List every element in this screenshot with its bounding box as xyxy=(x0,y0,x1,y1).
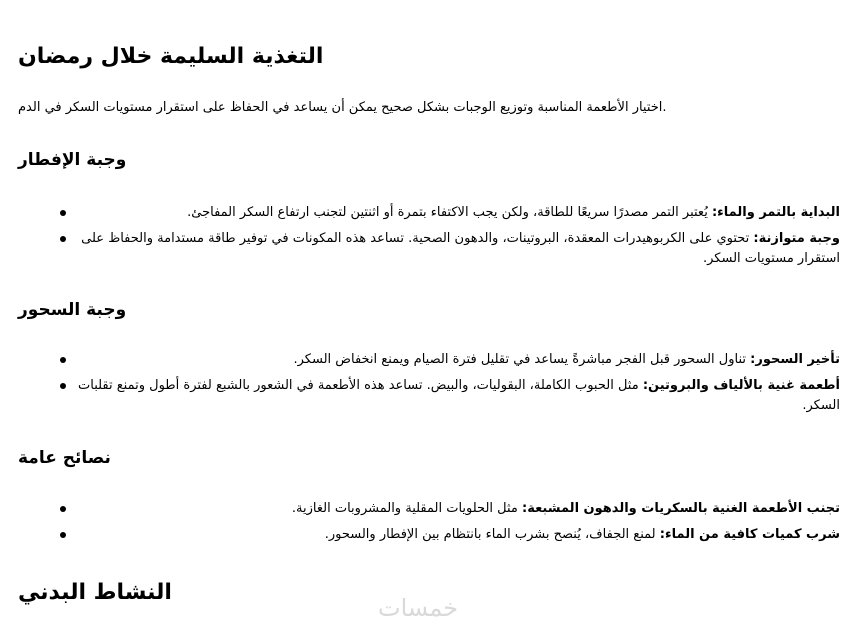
list-item xyxy=(72,229,840,269)
list-item-label: البداية بالتمر والماء: xyxy=(711,205,840,220)
list-item xyxy=(72,499,840,519)
bullet-icon xyxy=(60,532,66,538)
list-item xyxy=(72,350,840,370)
bullet-icon xyxy=(60,506,66,512)
list-item xyxy=(72,376,840,416)
bullet-icon xyxy=(60,383,66,389)
heading-tips: نصائح عامة xyxy=(18,448,111,468)
list-item xyxy=(72,525,840,545)
bullet-icon xyxy=(60,357,66,363)
list-item-text: مثل الحبوب الكاملة، البقوليات، والبيض. تساعد هذه الأطعمة في الشعور بالشبع لفترة أطول وتمنع تقلبات السكر. xyxy=(78,378,840,413)
nutrition-intro: .اختيار الأطعمة المناسبة وتوزيع الوجبات بشكل صحيح يمكن أن يساعد في الحفاظ على استقرار مستويات السكر في الدم xyxy=(18,100,667,115)
list-item-label: أطعمة غنية بالألياف والبروتين: xyxy=(642,378,840,393)
list-item-text: لمنع الجفاف، يُنصح بشرب الماء بانتظام بين الإفطار والسحور. xyxy=(324,527,660,542)
section-title-activity: النشاط البدني xyxy=(18,580,172,605)
list-item xyxy=(72,203,840,223)
list-iftar xyxy=(72,203,840,275)
watermark-logo: خمسات xyxy=(378,594,459,622)
list-item-text: تناول السحور قبل الفجر مباشرةً يساعد في تقليل فترة الصيام ويمنع انخفاض السكر. xyxy=(293,352,751,367)
heading-iftar: وجبة الإفطار xyxy=(18,150,127,170)
list-item-text: يُعتبر التمر مصدرًا سريعًا للطاقة، ولكن يجب الاكتفاء بتمرة أو اثنتين لتجنب ارتفاع السكر المفاجئ. xyxy=(187,205,712,220)
list-item-text: تحتوي على الكربوهيدرات المعقدة، البروتينات، والدهون الصحية. تساعد هذه المكونات في توفير طاقة مستدامة والحفاظ على استقرار مستويات السكر. xyxy=(81,231,840,266)
list-item-text: مثل الحلويات المقلية والمشروبات الغازية. xyxy=(291,501,523,516)
bullet-icon xyxy=(60,210,66,216)
list-item-label: تأخير السحور: xyxy=(750,352,840,367)
heading-suhoor: وجبة السحور xyxy=(18,300,127,320)
list-item-label: تجنب الأطعمة الغنية بالسكريات والدهون المشبعة: xyxy=(522,501,840,516)
list-tips xyxy=(72,499,840,551)
list-item-label: وجبة متوازنة: xyxy=(753,231,840,246)
list-item-label: شرب كميات كافية من الماء: xyxy=(659,527,840,542)
list-suhoor xyxy=(72,350,840,422)
section-title-nutrition: التغذية السليمة خلال رمضان xyxy=(18,44,324,69)
bullet-icon xyxy=(60,236,66,242)
